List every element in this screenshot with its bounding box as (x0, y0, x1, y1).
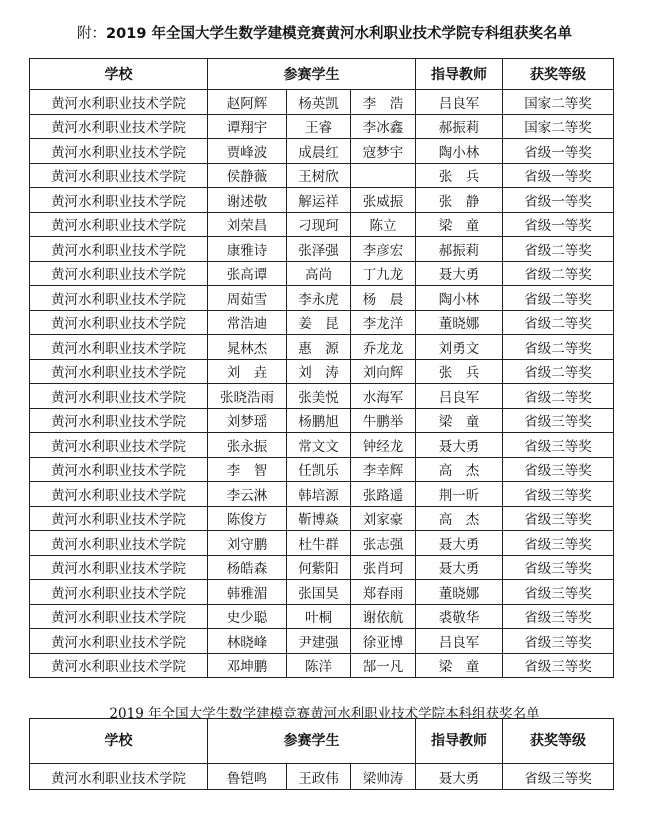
school-cell: 黄河水利职业技术学院 (30, 384, 208, 409)
table-row (30, 139, 614, 164)
student-1-cell: 康雅诗 (208, 237, 287, 262)
table-row (30, 261, 614, 286)
student-3-cell: 刘家豪 (351, 506, 416, 531)
student-1-cell: 刘梦瑶 (208, 408, 287, 433)
teacher-cell: 高 杰 (416, 506, 503, 531)
student-3-cell: 杨 晨 (351, 286, 416, 311)
teacher-cell: 梁 童 (416, 653, 503, 678)
student-1-cell: 谭翔宇 (208, 114, 287, 139)
award-cell: 省级一等奖 (503, 188, 614, 213)
teacher-cell: 郝振莉 (416, 114, 503, 139)
teacher-cell: 陶小林 (416, 286, 503, 311)
teacher-cell: 董晓娜 (416, 580, 503, 605)
student-2-cell: 叶桐 (287, 604, 351, 629)
student-1-cell: 周茹雪 (208, 286, 287, 311)
award-cell: 省级二等奖 (503, 310, 614, 335)
student-3-cell: 牛鹏举 (351, 408, 416, 433)
document-title (0, 22, 649, 43)
teacher-cell: 董晓娜 (416, 310, 503, 335)
award-cell: 省级三等奖 (503, 482, 614, 507)
table-row (30, 384, 614, 409)
student-2-cell: 刁现珂 (287, 212, 351, 237)
teacher-cell: 聂大勇 (416, 261, 503, 286)
table-row (30, 408, 614, 433)
table-row (30, 531, 614, 556)
award-cell: 省级三等奖 (503, 531, 614, 556)
student-3-cell: 张肖珂 (351, 555, 416, 580)
teacher-cell: 刘勇文 (416, 335, 503, 360)
award-cell: 省级二等奖 (503, 237, 614, 262)
student-2-cell: 张国昊 (287, 580, 351, 605)
student-2-cell: 张美悦 (287, 384, 351, 409)
student-2-cell: 姜 昆 (287, 310, 351, 335)
student-3-cell: 乔龙龙 (351, 335, 416, 360)
student-3-cell: 张威振 (351, 188, 416, 213)
student-1-cell: 晁林杰 (208, 335, 287, 360)
table-row (30, 163, 614, 188)
student-3-cell (351, 163, 416, 188)
student-1-cell: 常浩迪 (208, 310, 287, 335)
table-row (30, 580, 614, 605)
school-cell: 黄河水利职业技术学院 (30, 335, 208, 360)
award-cell: 省级三等奖 (503, 457, 614, 482)
table-header-row (30, 59, 614, 90)
award-cell: 省级三等奖 (503, 506, 614, 531)
student-1-cell: 李云淋 (208, 482, 287, 507)
table-row (30, 310, 614, 335)
student-2-cell: 常文文 (287, 433, 351, 458)
table-row (30, 506, 614, 531)
student-3-cell: 李龙洋 (351, 310, 416, 335)
table-row (30, 604, 614, 629)
award-cell: 省级一等奖 (503, 212, 614, 237)
student-1-cell: 陈俊方 (208, 506, 287, 531)
student-2-cell: 陈洋 (287, 653, 351, 678)
school-cell: 黄河水利职业技术学院 (30, 531, 208, 556)
award-cell: 省级二等奖 (503, 384, 614, 409)
award-cell: 省级三等奖 (503, 580, 614, 605)
school-cell: 黄河水利职业技术学院 (30, 310, 208, 335)
title-main: 2019 年全国大学生数学建模竞赛黄河水利职业技术学院专科组获奖名单 (106, 26, 572, 42)
undergraduate-title: 2019 年全国大学生数学建模竞赛黄河水利职业技术学院本科组获奖名单 (109, 706, 540, 722)
table-row (30, 433, 614, 458)
school-cell: 黄河水利职业技术学院 (30, 764, 208, 790)
student-3-cell: 郑春雨 (351, 580, 416, 605)
student-2-cell: 何紫阳 (287, 555, 351, 580)
student-3-cell: 郜一凡 (351, 653, 416, 678)
student-3-cell: 李幸辉 (351, 457, 416, 482)
school-cell: 黄河水利职业技术学院 (30, 212, 208, 237)
school-cell: 黄河水利职业技术学院 (30, 604, 208, 629)
school-cell: 黄河水利职业技术学院 (30, 188, 208, 213)
table-row (30, 629, 614, 654)
school-cell: 黄河水利职业技术学院 (30, 286, 208, 311)
student-3-cell: 水海军 (351, 384, 416, 409)
student-1-cell: 韩雅湄 (208, 580, 287, 605)
student-2-cell: 李永虎 (287, 286, 351, 311)
header-teacher: 指导教师 (416, 719, 503, 764)
header-school: 学校 (30, 59, 208, 90)
award-cell: 省级一等奖 (503, 139, 614, 164)
award-cell: 省级二等奖 (503, 335, 614, 360)
student-1-cell: 刘守鹏 (208, 531, 287, 556)
school-cell: 黄河水利职业技术学院 (30, 482, 208, 507)
student-2-cell: 解运祥 (287, 188, 351, 213)
student-2-cell: 杜牛群 (287, 531, 351, 556)
table-row (30, 212, 614, 237)
school-cell: 黄河水利职业技术学院 (30, 408, 208, 433)
student-2-cell: 王睿 (287, 114, 351, 139)
teacher-cell: 梁 童 (416, 408, 503, 433)
student-1-cell: 鲁铠鸣 (208, 764, 287, 790)
school-cell: 黄河水利职业技术学院 (30, 90, 208, 115)
student-1-cell: 赵阿辉 (208, 90, 287, 115)
student-2-cell: 韩培源 (287, 482, 351, 507)
student-3-cell: 李 浩 (351, 90, 416, 115)
school-cell: 黄河水利职业技术学院 (30, 139, 208, 164)
school-cell: 黄河水利职业技术学院 (30, 629, 208, 654)
award-cell: 省级三等奖 (503, 653, 614, 678)
student-2-cell: 张泽强 (287, 237, 351, 262)
award-cell: 省级三等奖 (503, 555, 614, 580)
header-award: 获奖等级 (503, 59, 614, 90)
student-1-cell: 侯静薇 (208, 163, 287, 188)
table-header-row (30, 719, 614, 764)
student-2-cell: 靳博焱 (287, 506, 351, 531)
header-teacher: 指导教师 (416, 59, 503, 90)
student-2-cell: 尹建强 (287, 629, 351, 654)
title-prefix: 附： (77, 26, 107, 42)
student-3-cell: 徐亚博 (351, 629, 416, 654)
table-row (30, 359, 614, 384)
teacher-cell: 郝振莉 (416, 237, 503, 262)
student-3-cell: 张路遥 (351, 482, 416, 507)
school-cell: 黄河水利职业技术学院 (30, 433, 208, 458)
specialist-awards-table (29, 58, 614, 678)
student-1-cell: 张永振 (208, 433, 287, 458)
award-cell: 国家二等奖 (503, 114, 614, 139)
student-1-cell: 史少聪 (208, 604, 287, 629)
table-row (30, 237, 614, 262)
school-cell: 黄河水利职业技术学院 (30, 237, 208, 262)
school-cell: 黄河水利职业技术学院 (30, 653, 208, 678)
student-1-cell: 张晓浩雨 (208, 384, 287, 409)
undergraduate-awards-table (29, 718, 614, 790)
student-1-cell: 贾峰波 (208, 139, 287, 164)
school-cell: 黄河水利职业技术学院 (30, 506, 208, 531)
teacher-cell: 裘敬华 (416, 604, 503, 629)
student-1-cell: 张高谭 (208, 261, 287, 286)
header-students: 参赛学生 (208, 719, 416, 764)
student-3-cell: 李彦宏 (351, 237, 416, 262)
award-cell: 省级二等奖 (503, 359, 614, 384)
school-cell: 黄河水利职业技术学院 (30, 261, 208, 286)
teacher-cell: 荆一昕 (416, 482, 503, 507)
student-1-cell: 邓坤鹏 (208, 653, 287, 678)
teacher-cell: 聂大勇 (416, 433, 503, 458)
student-2-cell: 惠 源 (287, 335, 351, 360)
student-3-cell: 张志强 (351, 531, 416, 556)
teacher-cell: 高 杰 (416, 457, 503, 482)
student-3-cell: 谢依航 (351, 604, 416, 629)
award-cell: 省级二等奖 (503, 261, 614, 286)
student-2-cell: 成晨红 (287, 139, 351, 164)
student-3-cell: 钟经龙 (351, 433, 416, 458)
student-2-cell: 任凯乐 (287, 457, 351, 482)
teacher-cell: 吕良军 (416, 629, 503, 654)
teacher-cell: 梁 童 (416, 212, 503, 237)
award-cell: 省级一等奖 (503, 163, 614, 188)
award-cell: 省级三等奖 (503, 604, 614, 629)
student-1-cell: 林晓峰 (208, 629, 287, 654)
header-school: 学校 (30, 719, 208, 764)
school-cell: 黄河水利职业技术学院 (30, 457, 208, 482)
student-1-cell: 刘 垚 (208, 359, 287, 384)
student-2-cell: 杨鹏旭 (287, 408, 351, 433)
student-1-cell: 李 智 (208, 457, 287, 482)
table-row (30, 482, 614, 507)
header-award: 获奖等级 (503, 719, 614, 764)
student-3-cell: 李冰鑫 (351, 114, 416, 139)
teacher-cell: 张 静 (416, 188, 503, 213)
student-3-cell: 陈立 (351, 212, 416, 237)
award-cell: 国家二等奖 (503, 90, 614, 115)
student-2-cell: 刘 涛 (287, 359, 351, 384)
table-row (30, 286, 614, 311)
table-row (30, 457, 614, 482)
student-1-cell: 杨皓森 (208, 555, 287, 580)
teacher-cell: 聂大勇 (416, 555, 503, 580)
teacher-cell: 张 兵 (416, 163, 503, 188)
student-3-cell: 刘向辉 (351, 359, 416, 384)
school-cell: 黄河水利职业技术学院 (30, 555, 208, 580)
student-1-cell: 谢述敬 (208, 188, 287, 213)
table-row (30, 90, 614, 115)
school-cell: 黄河水利职业技术学院 (30, 359, 208, 384)
table-row (30, 114, 614, 139)
student-2-cell: 王政伟 (287, 764, 351, 790)
table-row (30, 764, 614, 790)
student-2-cell: 高尚 (287, 261, 351, 286)
teacher-cell: 聂大勇 (416, 764, 503, 790)
school-cell: 黄河水利职业技术学院 (30, 163, 208, 188)
table-row (30, 188, 614, 213)
student-3-cell: 寇梦宇 (351, 139, 416, 164)
table-row (30, 653, 614, 678)
table-row (30, 555, 614, 580)
teacher-cell: 陶小林 (416, 139, 503, 164)
table-row (30, 335, 614, 360)
student-2-cell: 杨英凯 (287, 90, 351, 115)
student-3-cell: 梁帅涛 (351, 764, 416, 790)
award-cell: 省级三等奖 (503, 629, 614, 654)
award-cell: 省级二等奖 (503, 286, 614, 311)
award-cell: 省级三等奖 (503, 433, 614, 458)
teacher-cell: 吕良军 (416, 90, 503, 115)
teacher-cell: 张 兵 (416, 359, 503, 384)
award-cell: 省级三等奖 (503, 408, 614, 433)
student-3-cell: 丁九龙 (351, 261, 416, 286)
award-cell: 省级三等奖 (503, 764, 614, 790)
teacher-cell: 聂大勇 (416, 531, 503, 556)
school-cell: 黄河水利职业技术学院 (30, 580, 208, 605)
teacher-cell: 吕良军 (416, 384, 503, 409)
student-2-cell: 王树欣 (287, 163, 351, 188)
header-students: 参赛学生 (208, 59, 416, 90)
school-cell: 黄河水利职业技术学院 (30, 114, 208, 139)
student-1-cell: 刘荣昌 (208, 212, 287, 237)
